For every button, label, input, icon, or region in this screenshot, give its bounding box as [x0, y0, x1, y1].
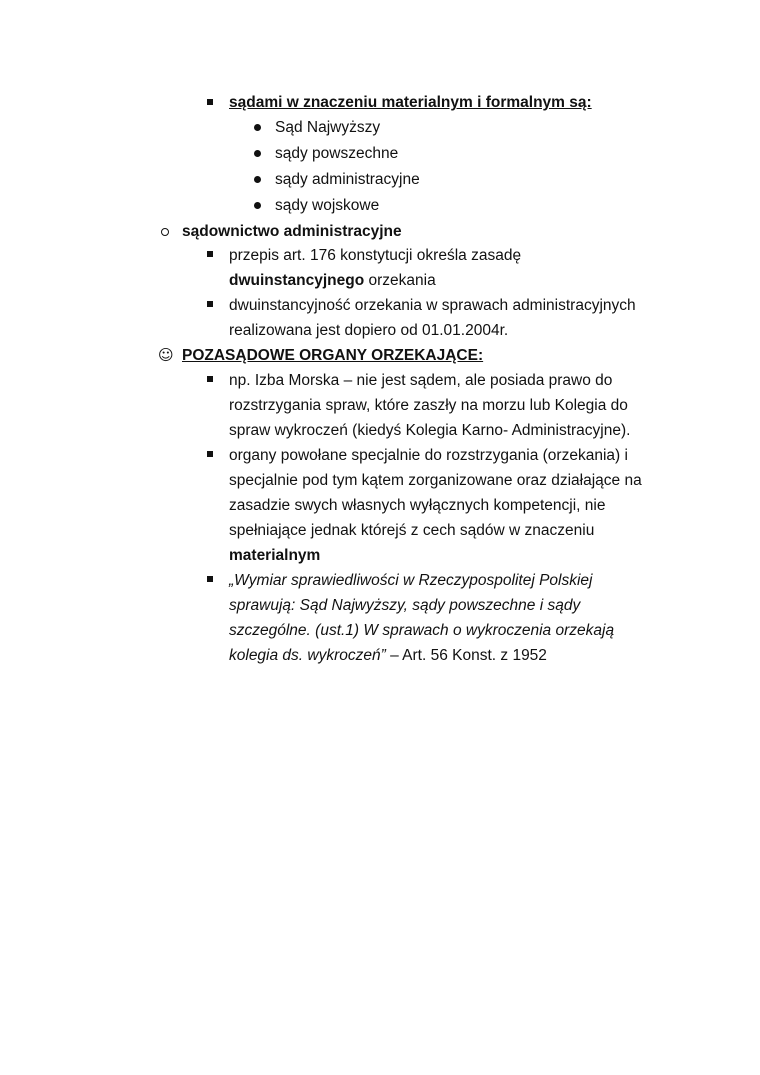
bold-term: dwuinstancyjnego [229, 272, 365, 289]
quote-line: szczególne. (ust.1) W sprawach o wykroczenia orzekają [229, 622, 615, 639]
paragraph-line: organy powołane specjalnie do rozstrzygania (orzekania) i [229, 447, 628, 464]
paragraph-line: dwuinstancyjność orzekania w sprawach administracyjnych [229, 297, 636, 314]
quote-line: sprawują: Sąd Najwyższy, sądy powszechne i sądy [229, 597, 581, 614]
paragraph-line: spełniające jednak którejś z cech sądów w znaczeniu [229, 522, 595, 539]
paragraph-line: rozstrzygania spraw, które zaszły na morzu lub Kolegia do [229, 397, 628, 414]
non-court-bodies-heading: POZASĄDOWE ORGANY ORZEKAJĄCE: [182, 347, 484, 364]
paragraph-line: spraw wykroczeń (kiedyś Kolegia Karno- Administracyjne). [229, 422, 631, 439]
square-bullet-icon [207, 376, 213, 382]
paragraph-line: specjalnie pod tym kątem zorganizowane oraz działające na [229, 472, 642, 489]
paragraph-line: zasadzie swych własnych wyłącznych kompetencji, nie [229, 497, 606, 514]
list-item: Sąd Najwyższy [275, 119, 381, 136]
quote-line [229, 643, 547, 668]
quote-text: kolegia ds. wykroczeń” [229, 647, 386, 664]
bold-term: materialnym [229, 547, 321, 564]
list-item: sądy administracyjne [275, 171, 420, 188]
square-bullet-icon [207, 301, 213, 307]
quote-line: „Wymiar sprawiedliwości w Rzeczypospolitej Polskiej [229, 572, 593, 589]
bullet-dot-icon [254, 150, 261, 157]
bullet-dot-icon [254, 124, 261, 131]
square-bullet-icon [207, 451, 213, 457]
square-bullet-icon [207, 251, 213, 257]
paragraph-text: orzekania [364, 272, 436, 289]
paragraph-line: realizowana jest dopiero od 01.01.2004r. [229, 322, 509, 339]
bullet-dot-icon [254, 176, 261, 183]
list-item: sądy wojskowe [275, 197, 380, 214]
list-item: sądy powszechne [275, 145, 399, 162]
hollow-circle-bullet-icon [161, 228, 169, 236]
paragraph-line: np. Izba Morska – nie jest sądem, ale posiada prawo do [229, 372, 613, 389]
square-bullet-icon [207, 576, 213, 582]
paragraph-line [229, 268, 436, 293]
bullet-dot-icon [254, 202, 261, 209]
square-bullet-icon [207, 99, 213, 105]
courts-heading: sądami w znaczeniu materialnym i formalnym są: [229, 94, 592, 111]
admin-judiciary-heading: sądownictwo administracyjne [182, 223, 402, 240]
smiley-icon: ☺ [158, 346, 174, 364]
paragraph-line: przepis art. 176 konstytucji określa zasadę [229, 247, 522, 264]
citation-source: – Art. 56 Konst. z 1952 [385, 647, 547, 664]
